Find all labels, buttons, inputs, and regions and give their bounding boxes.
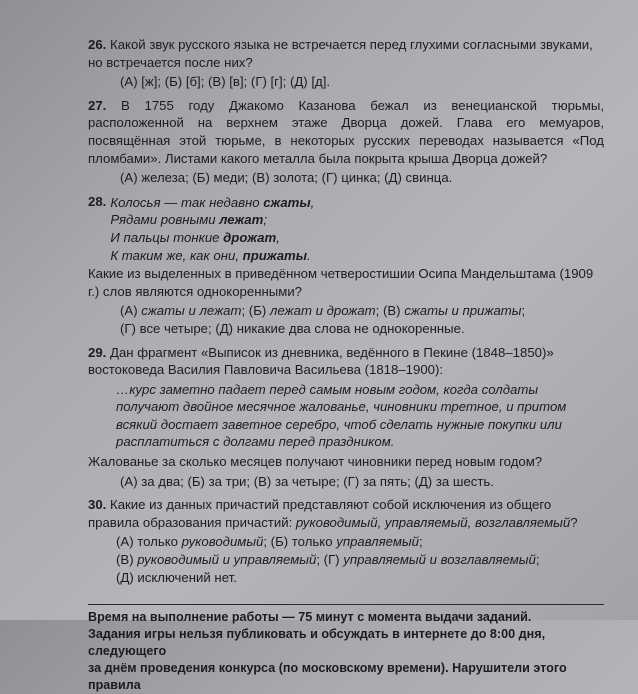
question-30-participles: руководимый, управляемый, возглавляемый <box>295 514 571 530</box>
footer-time-limit: Время на выполнение работы — 75 минут с момента выдачи заданий. <box>88 610 532 625</box>
footer-publication-rule-cont: за днём проведения конкурса (по московскому времени). Нарушители этого правила <box>88 661 567 693</box>
question-27-number: 27. <box>88 97 107 113</box>
question-29-answers: (А) за два; (Б) за три; (В) за четыре; (Г) за пять; (Д) за шесть. <box>120 473 494 489</box>
question-30-answers <box>88 533 604 586</box>
question-28 <box>88 193 604 338</box>
question-30-number: 30. <box>88 497 107 513</box>
question-30-text: Какие из данных причастий представляют собой исключения из общего правила образования причастий: <box>88 497 552 530</box>
poem-line: К таким же, как они, прижаты. <box>110 247 311 263</box>
question-26-number: 26. <box>88 37 107 52</box>
question-29-text: Дан фрагмент «Выписок из дневника, ведённого в Пекине (1848–1850)» востоковеда Василия Павловича Васильева (1818–1900): <box>88 344 554 378</box>
poem-line: Колосья — так недавно сжаты, <box>110 194 315 210</box>
question-29-number: 29. <box>88 344 107 360</box>
question-29 <box>88 344 604 491</box>
question-26-text: Какой звук русского языка не встречается перед глухими согласными звуками, но встречается после них? <box>88 37 593 70</box>
footer-notice <box>88 609 604 694</box>
question-27-text: В 1755 году Джакомо Казанова бежал из венецианской тюрьмы, расположенной на верхнем этаже Дворца дожей. Глава его мемуаров, посвящённая этой тюрьме, в некоторых русских переводах называется «Под пломбами». Листами какого металла была покрыта крыша Дворца дожей? <box>88 97 604 166</box>
answer-line: (А) сжаты и лежат; (Б) лежат и дрожат; (В) сжаты и прижаты; <box>120 303 526 319</box>
footer-divider <box>88 604 604 605</box>
answer-line: (Д) исключений нет. <box>116 569 237 585</box>
poem-line: И пальцы тонкие дрожат, <box>110 229 280 245</box>
diary-quote: …курс заметно падает перед самым новым годом, когда солдаты получают двойное месячное жалованье, чиновники третное, и притом всякий достает заветное серебро, чтоб сделать нужные покупки или расплатиться с долгами перед праздником. <box>116 381 567 450</box>
question-27 <box>88 97 604 187</box>
question-28-text: Какие из выделенных в приведённом четверостишии Осипа Мандельштама (1909 г.) слов являются однокоренными? <box>88 266 594 299</box>
answer-line: (Г) все четыре; (Д) никакие два слова не однокоренные. <box>120 320 465 336</box>
poem-quatrain <box>110 194 314 264</box>
question-26 <box>88 36 604 91</box>
answer-line: (А) только руководимый; (Б) только управляемый; <box>116 534 423 550</box>
poem-line: Рядами ровными лежат; <box>110 212 268 228</box>
question-28-number: 28. <box>88 193 107 209</box>
question-30: 30. Какие из данных причастий представляют собой исключения из общего правила образования причастий: руководимый, управляемый, возглавляемый? (А) только руководимый; (Б) только управляемый; (В) руководимый и управляемый; (Г) управляемый и возглавляемый; (Д) исключений нет. <box>88 496 604 586</box>
question-26-answers: (А) [ж]; (Б) [б]; (В) [в]; (Г) [г]; (Д) [д]. <box>120 74 331 90</box>
answer-line: (В) руководимый и управляемый; (Г) управляемый и возглавляемый; <box>116 552 540 568</box>
footer-publication-rule: Задания игры нельзя публиковать и обсуждать в интернете до 8:00 дня, следующего <box>88 627 546 659</box>
question-28-answers <box>88 302 604 337</box>
question-29-question: Жалованье за сколько месяцев получают чиновники перед новым годом? <box>88 454 543 470</box>
question-27-answers: (А) железа; (Б) меди; (В) золота; (Г) цинка; (Д) свинца. <box>120 170 453 186</box>
